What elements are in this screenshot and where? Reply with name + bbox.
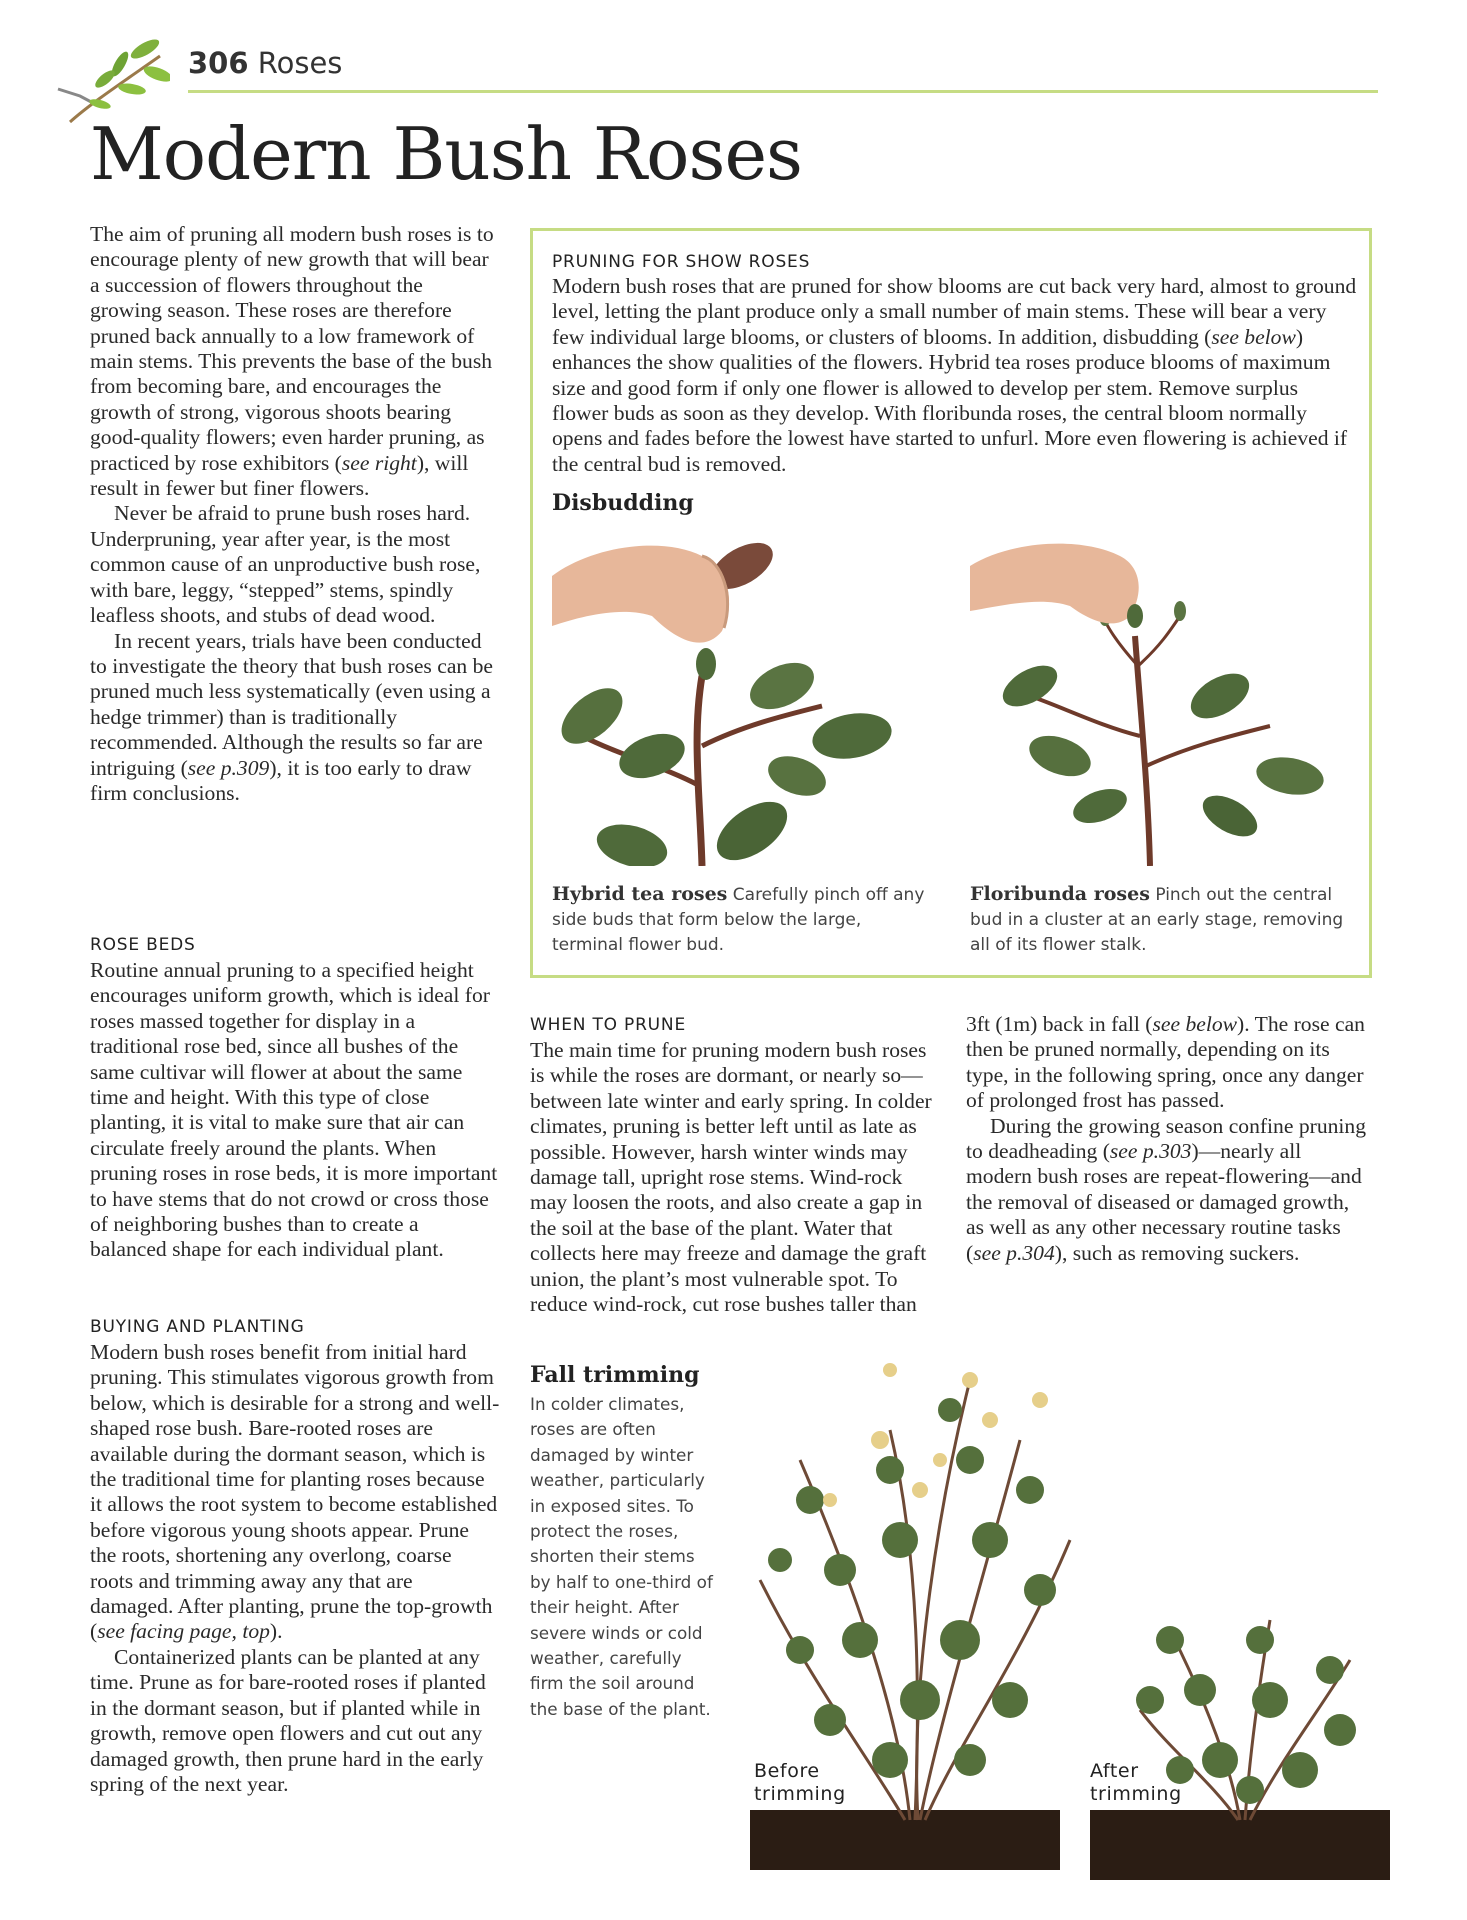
intro-paragraph-3: In recent years, trials have been conducted to investigate the theory that bush roses can be pruned much less systematically (even using a hedge trimmer) than is traditionally recommended. Although the results so far are intriguing (see p.309), it is too early to draw firm conclusions. [90,628,493,805]
rose-beds-text: Routine annual pruning to a specified height encourages uniform growth, which is ideal for roses massed together for display in a traditional rose bed, since all bushes of the same cultivar will flower at about the same time and height. With this type of close planting, it is vital to make sure that air can circulate freely around the plants. When pruning roses in rose beds, it is more important to have stems that do not crowd or cross those of neighboring bushes than to create a balanced shape for each individual plant. [90,958,498,1262]
show-roses-text: Modern bush roses that are pruned for show blooms are cut back very hard, almost to ground level, letting the plant produce only a small number of main stems. These will bear a very few individual large blooms, or clusters of blooms. In addition, disbudding (see below) enhances the show qualities of the flowers. Hybrid tea roses produce blooms of maximum size and good form if only one flower is allowed to develop per stem. Remove surplus flower buds as soon as they develop. With floribunda roses, the central bloom normally opens and fades before the lowest have started to unfurl. More even flowering is achieved if the central bud is removed. [552,274,1357,476]
fall-trimming-heading: Fall trimming [530,1362,700,1388]
show-roses-heading: PRUNING FOR SHOW ROSES [552,252,811,272]
header-rule [188,90,1378,93]
leaf-sprig-icon [50,34,170,124]
before-trimming-label: Before trimming [754,1760,846,1805]
buying-heading: BUYING AND PLANTING [90,1317,305,1337]
page-title: Modern Bush Roses [90,112,802,196]
page-number: 306 [188,46,249,80]
when-to-prune-text [530,1012,1372,1330]
hybrid-tea-photo [552,536,936,866]
intro-text [90,222,500,806]
rose-beds-heading: ROSE BEDS [90,935,196,955]
section-name: Roses [257,46,343,80]
when-to-prune-paragraph-2: During the growing season confine pruning to deadheading (see p.303)—nearly all modern bush roses are repeat-flowering—and the removal of diseased or damaged growth, as well as any other necessary routine tasks (see p.304), such as removing suckers. [966,1113,1367,1265]
running-header [188,46,342,80]
buying-paragraph-1: Modern bush roses benefit from initial hard pruning. This stimulates vigorous growth from below, which is desirable for a strong and well-shaped rose bush. Bare-rooted roses are available during the dormant season, which is the traditional time for planting roses because it allows the root system to become established before vigorous young shoots appear. Prune the roots, shortening any overlong, coarse roots and trimming away any that are damaged. After planting, prune the top-growth (see facing page, top). [90,1340,500,1644]
floribunda-photo [970,536,1354,866]
disbudding-heading: Disbudding [552,490,694,516]
fall-trimming-text: In colder climates, roses are often damaged by winter weather, particularly in exposed sites. To protect the roses, shorten their stems by half to one-third of their height. After severe winds or cold weather, carefully firm the soil around the base of the plant. [530,1394,713,1719]
intro-paragraph-1: The aim of pruning all modern bush roses is to encourage plenty of new growth that will bear a succession of flowers throughout the growing season. These roses are therefore pruned back annually to a low framework of main stems. This prevents the base of the bush from becoming bare, and encourages the growth of strong, vigorous shoots bearing good-quality flowers; even harder pruning, as practiced by rose exhibitors (see right), will result in fewer but finer flowers. [90,222,494,501]
hybrid-tea-caption: Hybrid tea roses Carefully pinch off any side buds that form below the large, terminal flower bud. [552,883,925,955]
buying-text [90,1340,500,1797]
when-to-prune-heading: WHEN TO PRUNE [530,1015,686,1035]
buying-paragraph-2: Containerized plants can be planted at any time. Prune as for bare-rooted roses if planted in the dormant season, but if planted while in growth, remove open flowers and cut out any damaged growth, then prune hard in the early spring of the next year. [90,1644,486,1796]
after-trimming-label: After trimming [1090,1760,1182,1805]
floribunda-caption: Floribunda roses Pinch out the central bud in a cluster at an early stage, removing all of its flower stalk. [970,883,1344,955]
intro-paragraph-2: Never be afraid to prune bush roses hard. Underpruning, year after year, is the most common cause of an unproductive bush rose, with bare, leggy, “stepped” stems, spindly leafless shoots, and stubs of dead wood. [90,501,481,628]
when-to-prune-paragraph-1: The main time for pruning modern bush roses is while the roses are dormant, or nearly so—between late winter and early spring. In colder climates, pruning is better left until as late as possible. However, harsh winter winds may damage tall, upright rose stems. Wind-rock may loosen the roots, and also create a gap in the soil at the base of the plant. Water that collects here may freeze and damage the graft union, the plant’s most vulnerable spot. To reduce wind-rock, cut rose bushes taller than 3ft (1m) back in fall (see below). The rose can then be pruned normally, depending on its type, in the following spring, once any danger of prolonged frost has passed. [530,1012,1365,1317]
after-trimming-photo [1090,1560,1390,1880]
